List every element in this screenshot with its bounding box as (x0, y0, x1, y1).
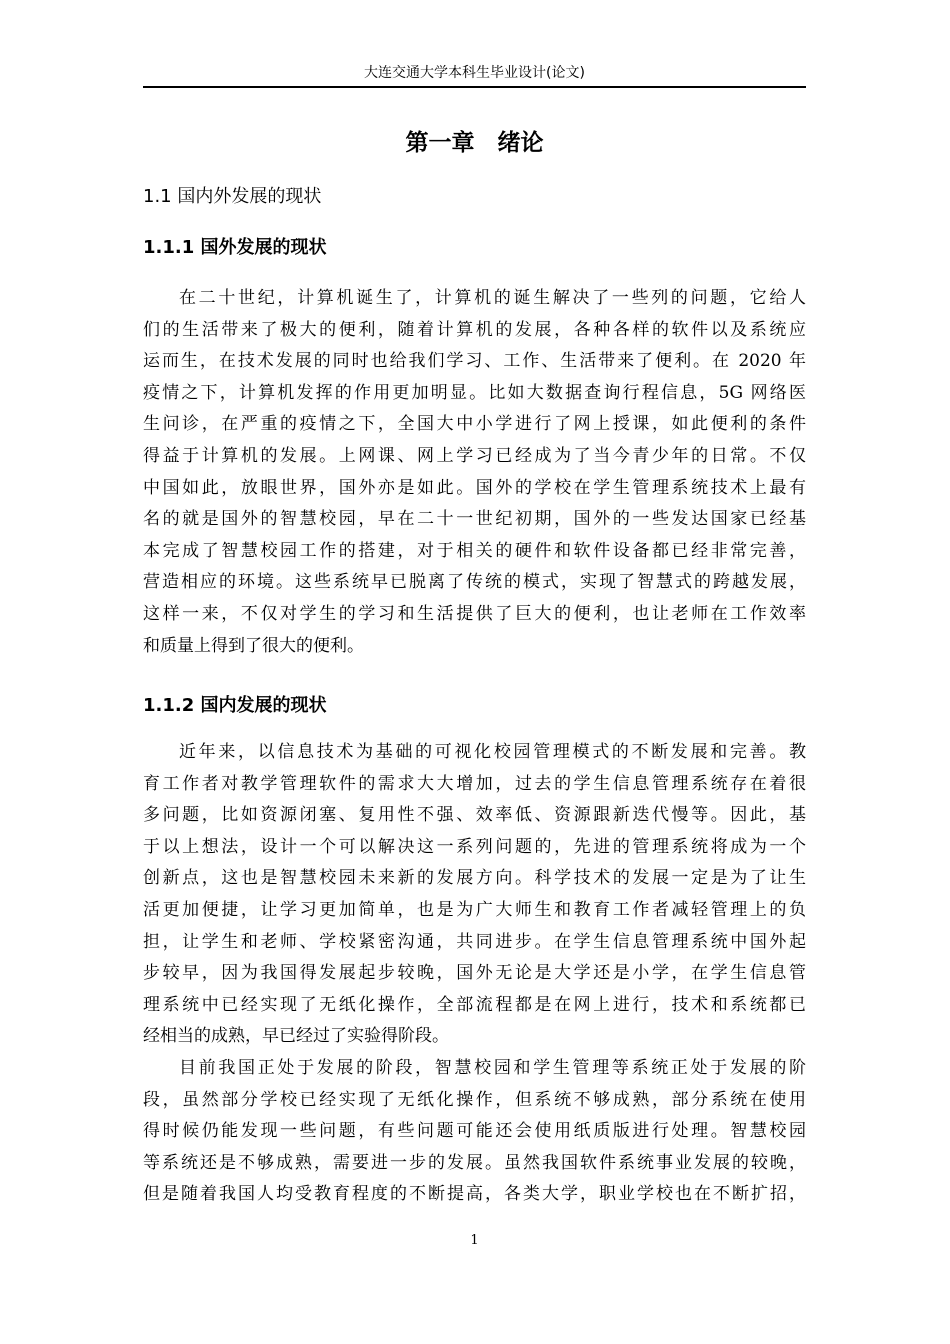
paragraph-line: 运而生，在技术发展的同时也给我们学习、工作、生活带来了便利。在 2020 年 (143, 351, 806, 372)
section-heading-1-1: 1.1 国内外发展的现状 (143, 186, 322, 207)
header-rule (143, 86, 806, 88)
paragraph-line: 得益于计算机的发展。上网课、网上学习已经成为了当今青少年的日常。不仅 (143, 445, 806, 466)
paragraph-line: 近年来，以信息技术为基础的可视化校园管理模式的不断发展和完善。教 (179, 742, 806, 762)
paragraph-line: 但是随着我国人均受教育程度的不断提高，各类大学，职业学校也在不断扩招， (143, 1184, 806, 1205)
subsection-heading-1-1-2: 1.1.2 国内发展的现状 (143, 695, 327, 716)
paragraph-line: 名的就是国外的智慧校园，早在二十一世纪初期，国外的一些发达国家已经基 (143, 509, 806, 530)
paragraph-line: 步较早，因为我国得发展起步较晚，国外无论是大学还是小学，在学生信息管 (143, 963, 806, 984)
paragraph-line: 本完成了智慧校园工作的搭建，对于相关的硬件和软件设备都已经非常完善， (143, 540, 806, 561)
paragraph-line: 中国如此，放眼世界，国外亦是如此。国外的学校在学生管理系统技术上最有 (143, 477, 806, 498)
paragraph-line: 育工作者对教学管理软件的需求大大增加，过去的学生信息管理系统存在着很 (143, 773, 806, 794)
paragraph-foreign-status (143, 283, 806, 662)
paragraph-line: 等系统还是不够成熟，需要进一步的发展。虽然我国软件系统事业发展的较晚， (143, 1152, 806, 1173)
subsection-heading-1-1-1: 1.1.1 国外发展的现状 (143, 237, 327, 258)
paragraph-line: 担，让学生和老师、学校紧密沟通，共同进步。在学生信息管理系统中国外起 (143, 931, 806, 952)
paragraph-line: 生问诊，在严重的疫情之下，全国大中小学进行了网上授课，如此便利的条件 (143, 414, 806, 435)
running-header: 大连交通大学本科生毕业设计(论文) (364, 65, 585, 81)
paragraph-line: 疫情之下，计算机发挥的作用更加明显。比如大数据查询行程信息，5G 网络医 (143, 382, 806, 403)
paragraph-line: 们的生活带来了极大的便利，随着计算机的发展，各种各样的软件以及系统应 (143, 319, 806, 340)
paragraph-line: 创新点，这也是智慧校园未来新的发展方向。科学技术的发展一定是为了让生 (143, 868, 806, 889)
chapter-title: 第一章 绪论 (405, 130, 544, 156)
paragraph-line: 这样一来，不仅对学生的学习和生活提供了巨大的便利，也让老师在工作效率 (143, 603, 806, 624)
paragraph-line: 在二十世纪，计算机诞生了，计算机的诞生解决了一些列的问题，它给人 (179, 288, 806, 308)
paragraph-line: 活更加便捷，让学习更加简单，也是为广大师生和教育工作者减轻管理上的负 (143, 899, 806, 920)
paragraph-line: 和质量上得到了很大的便利。 (143, 635, 364, 656)
paragraph-line: 得时候仍能发现一些问题，有些问题可能还会使用纸质版进行处理。智慧校园 (143, 1121, 806, 1142)
paragraph-line: 段，虽然部分学校已经实现了无纸化操作，但系统不够成熟，部分系统在使用 (143, 1089, 806, 1110)
paragraph-line: 于以上想法，设计一个可以解决这一系列问题的，先进的管理系统将成为一个 (143, 836, 806, 857)
paragraph-line: 营造相应的环境。这些系统早已脱离了传统的模式，实现了智慧式的跨越发展， (143, 572, 806, 593)
paragraph-domestic-status (143, 737, 806, 1211)
paragraph-line: 多问题，比如资源闭塞、复用性不强、效率低、资源跟新迭代慢等。因此，基 (143, 805, 806, 826)
paragraph-line: 理系统中已经实现了无纸化操作，全部流程都是在网上进行，技术和系统都已 (143, 994, 806, 1015)
paragraph-line: 目前我国正处于发展的阶段，智慧校园和学生管理等系统正处于发展的阶 (179, 1057, 806, 1078)
paragraph-line: 经相当的成熟，早已经过了实验得阶段。 (143, 1026, 449, 1047)
page-number: 1 (470, 1233, 479, 1248)
